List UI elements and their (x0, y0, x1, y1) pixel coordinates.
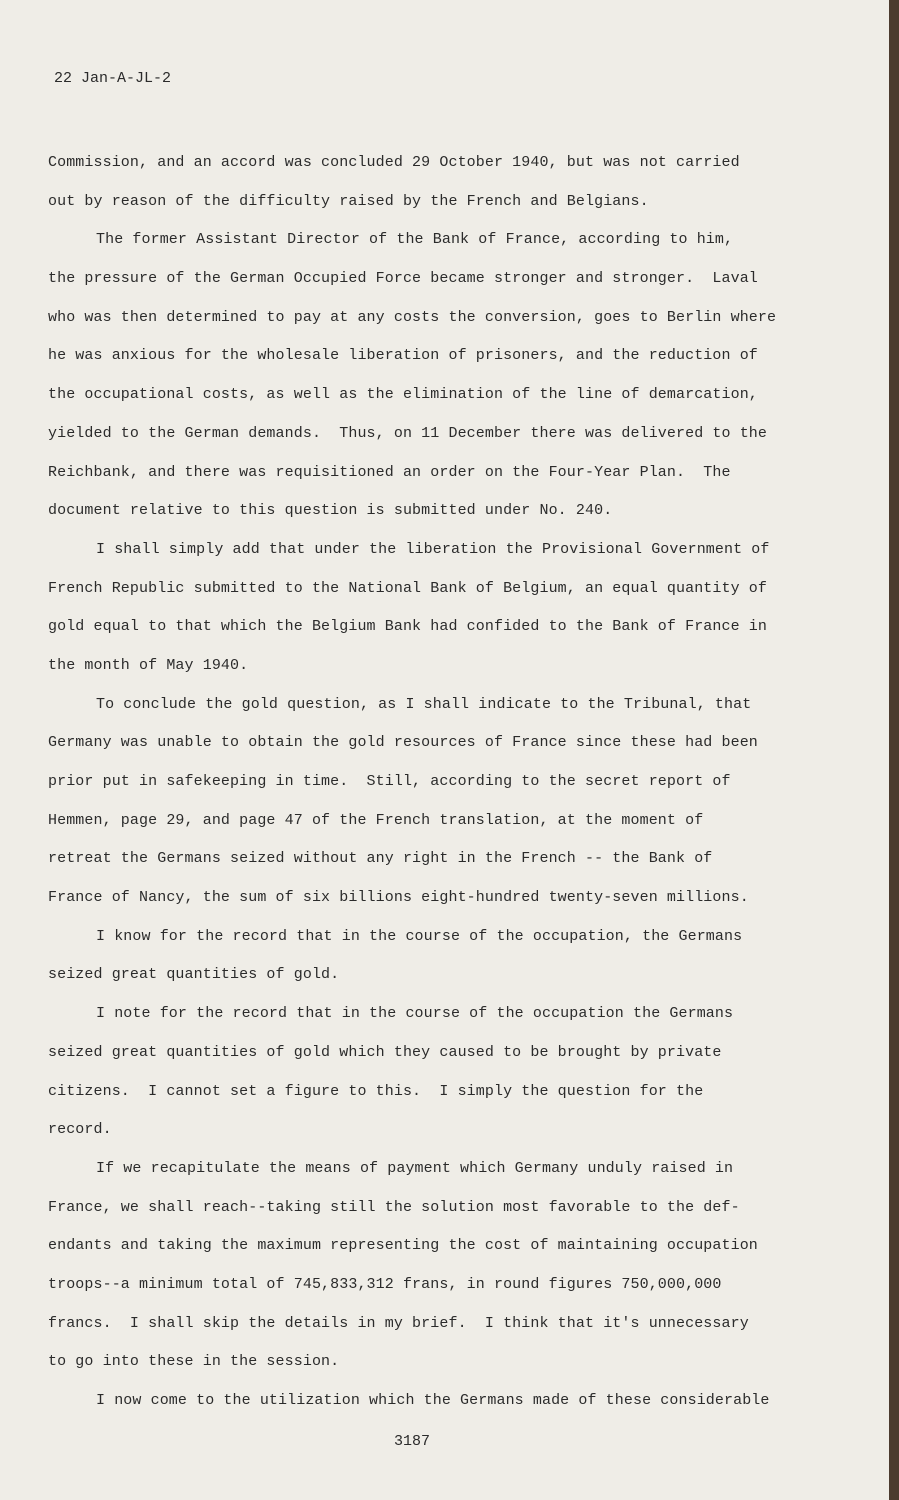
text-line: the occupational costs, as well as the elimination of the line of demarcation, (48, 386, 758, 404)
text-line: out by reason of the difficulty raised by the French and Belgians. (48, 192, 649, 210)
text-line: prior put in safekeeping in time. Still, according to the secret report of (48, 773, 731, 790)
text-line: the pressure of the German Occupied Force became stronger and stronger. Laval (48, 270, 758, 288)
text-line: Hemmen, page 29, and page 47 of the French translation, at the moment of (48, 811, 704, 829)
page-edge-border (889, 0, 899, 1500)
text-line: troops--a minimum total of 745,833,312 frans, in round figures 750,000,000 (48, 1275, 722, 1293)
text-line: retreat the Germans seized without any right in the French -- the Bank of (48, 850, 713, 868)
text-line: French Republic submitted to the National Bank of Belgium, an equal quantity of (48, 579, 768, 597)
text-line: I note for the record that in the course of the occupation the Germans (96, 1005, 734, 1023)
document-reference-header: 22 Jan-A-JL-2 (54, 70, 172, 87)
text-line: If we recapitulate the means of payment which Germany unduly raised in (96, 1159, 734, 1177)
text-line: to go into these in the session. (48, 1353, 340, 1371)
text-line: endants and taking the maximum representing the cost of maintaining occupation (48, 1237, 758, 1255)
text-line: who was then determined to pay at any costs the conversion, goes to Berlin where (48, 308, 777, 326)
text-line: To conclude the gold question, as I shall indicate to the Tribunal, that (96, 695, 752, 713)
document-body (48, 144, 838, 1421)
text-line: document relative to this question is submitted under No. 240. (48, 502, 613, 520)
text-line: the month of May 1940. (48, 656, 249, 674)
text-line: seized great quantities of gold which they caused to be brought by private (48, 1043, 722, 1061)
page-number: 3187 (394, 1433, 431, 1450)
text-line: citizens. I cannot set a figure to this. I simply the question for the (48, 1082, 704, 1100)
text-line: France, we shall reach--taking still the solution most favorable to the def- (48, 1198, 740, 1216)
text-line: record. (48, 1121, 112, 1139)
text-line: The former Assistant Director of the Bank of France, according to him, (96, 231, 734, 249)
text-line: seized great quantities of gold. (48, 966, 340, 984)
text-line: he was anxious for the wholesale liberation of prisoners, and the reduction of (48, 347, 758, 365)
text-line: I shall simply add that under the liberation the Provisional Government of (96, 540, 770, 558)
text-line: Commission, and an accord was concluded 29 October 1940, but was not carried (48, 154, 740, 171)
text-line: gold equal to that which the Belgium Bank had confided to the Bank of France in (48, 618, 768, 636)
text-line: francs. I shall skip the details in my brief. I think that it's unnecessary (48, 1314, 749, 1332)
text-line: Reichbank, and there was requisitioned an order on the Four-Year Plan. The (48, 463, 731, 481)
text-line: yielded to the German demands. Thus, on 11 December there was delivered to the (48, 424, 768, 442)
text-line: Germany was unable to obtain the gold resources of France since these had been (48, 734, 758, 752)
text-line: I know for the record that in the course of the occupation, the Germans (96, 927, 743, 945)
text-line: I now come to the utilization which the Germans made of these considerable (96, 1392, 770, 1409)
text-line: France of Nancy, the sum of six billions eight-hundred twenty-seven millions. (48, 889, 749, 907)
